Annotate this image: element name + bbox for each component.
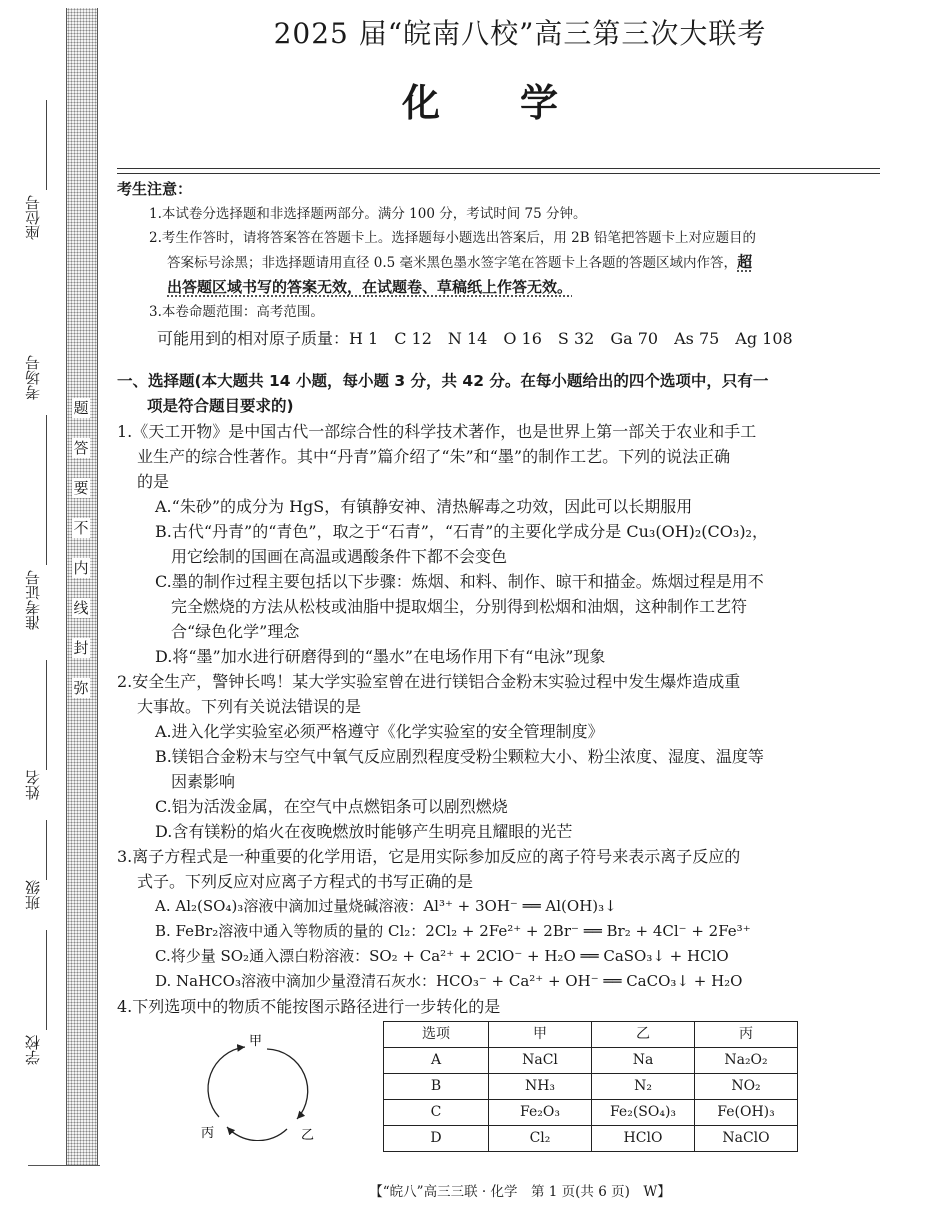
table-cell: NO₂ [695,1074,798,1100]
q1-option-c-2: 完全燃烧的方法从松枝或油脂中提取烟尘，分别得到松烟和油烟，这种制作工艺符 [171,597,748,616]
q1-option-a: A.“朱砂”的成分为 HgS，有镇静安神、清热解毒之功效，因此可以长期服用 [155,497,693,516]
seal-char: 弥 [73,679,89,697]
q3-option-a: A. Al₂(SO₄)₃溶液中滴加过量烧碱溶液：Al³⁺ + 3OH⁻ ══ Al(OH)₃↓ [155,897,617,915]
table-header-cell: 选项 [384,1022,489,1048]
table-header-cell: 乙 [592,1022,695,1048]
notice-item-2a: 2.考生作答时，请将答案答在答题卡上。选择题每小题选出答案后，用 2B 铅笔把答题卡上对应题目的 [149,230,756,246]
table-cell: D [384,1126,489,1152]
table-cell: Na₂O₂ [695,1048,798,1074]
exam-room-line [46,415,47,565]
section-line-2: 项是符合题目要求的) [147,397,294,415]
table-cell: HClO [592,1126,695,1152]
notice-item-3: 3.本卷命题范围：高考范围。 [149,304,324,320]
q2-stem-1: 2.安全生产，警钟长鸣！某大学实验室曾在进行镁铝合金粉末实验过程中发生爆炸造成重 [117,672,741,691]
q2-stem-2: 大事故。下列有关说法错误的是 [137,697,362,716]
binding-margin [0,0,100,1170]
arrow-yi-to-bing [227,1127,287,1141]
q1-stem-2: 业生产的综合性著作。其中“丹青”篇介绍了“朱”和“墨”的制作工艺。下列的说法正确 [137,447,731,466]
q1-option-c-3: 合“绿色化学”理念 [171,622,300,641]
subject-title [120,72,920,127]
q1-option-b-1: B.古代“丹青”的“青色”，取之于“石青”，“石青”的主要化学成分是 Cu₃(OH)₂(CO₃)₂， [155,522,768,541]
q1-option-c-1: C.墨的制作过程主要包括以下步骤：炼烟、和料、制作、晾干和描金。炼烟过程是用不 [155,572,764,591]
table-cell: NaClO [695,1126,798,1152]
cycle-label-bing: 丙 [201,1126,215,1141]
table-cell: Fe₂O₃ [489,1100,592,1126]
q1-stem-1: 1.《天工开物》是中国古代一部综合性的科学技术著作，也是世界上第一部关于农业和手工 [117,422,757,441]
table-cell: Na [592,1048,695,1074]
table-cell: B [384,1074,489,1100]
notice-bold-1: 超 [737,253,753,271]
seal-char: 封 [73,639,89,657]
table-cell: N₂ [592,1074,695,1100]
exam-room-label: 考场号 [24,355,42,400]
table-cell: C [384,1100,489,1126]
exam-title: 2025 届“皖南八校”高三第三次大联考 [273,17,767,50]
admission-number-label: 准考证号 [24,570,42,630]
notice-title: 考生注意： [117,180,193,198]
table-cell: NaCl [489,1048,592,1074]
table-row [384,1100,798,1126]
table-row [384,1074,798,1100]
seal-char: 要 [73,479,89,497]
cycle-label-jia: 甲 [249,1034,263,1049]
table-row [384,1126,798,1152]
q4-stem: 4.下列选项中的物质不能按图示路径进行一步转化的是 [117,997,501,1016]
q3-stem-2: 式子。下列反应对应离子方程式的书写正确的是 [137,872,474,891]
table-header-cell: 甲 [489,1022,592,1048]
table-header-cell: 丙 [695,1022,798,1048]
table-row [384,1048,798,1074]
q2-option-d: D.含有镁粉的焰火在夜晚燃放时能够产生明亮且耀眼的光芒 [155,822,573,841]
cycle-label-yi: 乙 [301,1128,315,1141]
arrow-bing-to-jia [208,1047,245,1117]
section-heading [117,369,882,419]
notice-bold-2: 出答题区域书写的答案无效，在试题卷、草稿纸上作答无效。 [167,278,573,296]
table-cell: Cl₂ [489,1126,592,1152]
q3-stem-1: 3.离子方程式是一种重要的化学用语，它是用实际参加反应的离子符号来表示离子反应的 [117,847,741,866]
seal-char: 内 [73,559,89,577]
q2-option-c: C.铝为活泼金属，在空气中点燃铝条可以剧烈燃烧 [155,797,508,816]
binding-bottom-rule [28,1165,100,1166]
table-cell: Fe₂(SO₄)₃ [592,1100,695,1126]
table-cell: Fe(OH)₃ [695,1100,798,1126]
exam-content [117,177,882,1169]
question-2 [117,669,882,844]
q3-option-b: B. FeBr₂溶液中通入等物质的量的 Cl₂：2Cl₂ + 2Fe²⁺ + 2Br⁻ ══ Br₂ + 4Cl⁻ + 2Fe³⁺ [155,922,751,940]
seal-char: 题 [73,399,89,417]
atomic-masses: 可能用到的相对原子质量：H 1 C 12 N 14 O 16 S 32 Ga 70 As 75 Ag 108 [157,329,793,348]
q1-option-b-2: 用它绘制的国画在高温或遇酸条件下都不会变色 [171,547,508,566]
admission-number-line [46,660,47,770]
q1-stem-3: 的是 [137,472,170,491]
school-label: 学校 [24,1035,42,1065]
class-label: 班级 [24,880,42,910]
arrow-jia-to-yi [267,1049,308,1119]
class-line [46,930,47,1030]
seat-number-line [46,100,47,190]
name-line [46,820,47,880]
seal-char: 线 [73,599,89,617]
name-label: 姓名 [24,770,42,800]
q2-option-b-1: B.镁铝合金粉末与空气中氧气反应剧烈程度受粉尘颗粒大小、粉尘浓度、湿度、温度等 [155,747,764,766]
q4-figure-row [117,1019,882,1169]
q2-option-a: A.进入化学实验室必须严格遵守《化学实验室的安全管理制度》 [155,722,604,741]
table-header-row [384,1022,798,1048]
q1-option-d: D.将“墨”加水进行研磨得到的“墨水”在电场作用下有“电泳”现象 [155,647,606,666]
question-4 [117,994,882,1169]
q4-table [383,1021,798,1152]
seal-char: 答 [73,439,89,457]
question-1 [117,419,882,669]
notice-item-1: 1.本试卷分选择题和非选择题两部分。满分 100 分，考试时间 75 分钟。 [149,206,587,222]
q2-option-b-2: 因素影响 [171,772,236,791]
seat-number-label: 座位号 [24,195,42,240]
question-3 [117,844,882,994]
notice-item-2b-text: 答案标号涂黑；非选择题请用直径 0.5 毫米黑色墨水签字笔在答题卡上各题的答题区域内作答， [167,255,738,271]
page-footer: 【“皖八”高三三联 · 化学 第 1 页(共 6 页) W】 [369,1184,671,1200]
seal-char: 不 [73,519,89,537]
conversion-cycle-diagram [197,1031,327,1141]
notice-item-2c [149,275,882,300]
seal-strip-text [66,398,96,698]
notice-item-2b [149,250,882,275]
section-line-1: 一、选择题(本大题共 14 小题，每小题 3 分，共 42 分。在每小题给出的四个选项中，只有一 [117,372,769,390]
header-double-rule [117,168,880,174]
notice-list [117,202,882,324]
table-cell: NH₃ [489,1074,592,1100]
q3-option-d: D. NaHCO₃溶液中滴加少量澄清石灰水：HCO₃⁻ + Ca²⁺ + OH⁻ ══ CaCO₃↓ + H₂O [155,972,743,990]
subject-text: 化学 [401,81,638,125]
table-cell: A [384,1048,489,1074]
q3-option-c: C.将少量 SO₂通入漂白粉溶液：SO₂ + Ca²⁺ + 2ClO⁻ + H₂O ══ CaSO₃↓ + HClO [155,947,729,965]
